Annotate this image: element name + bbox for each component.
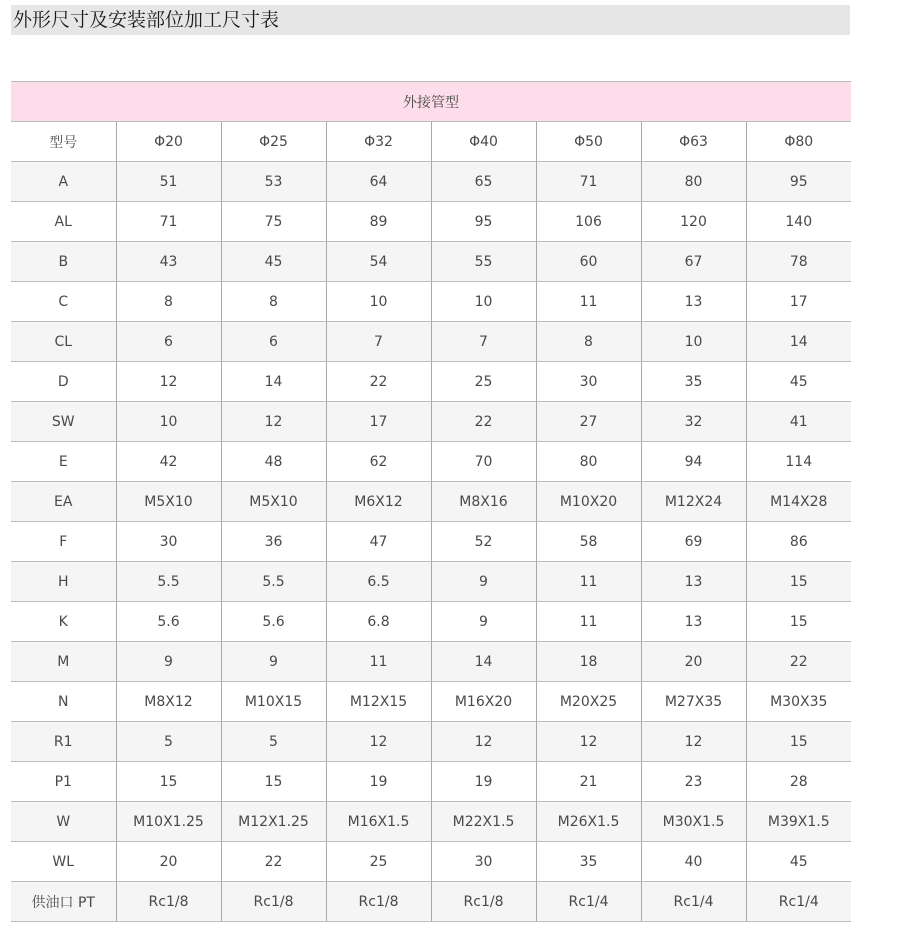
value-cell: 43 bbox=[116, 242, 221, 282]
value-cell: 45 bbox=[221, 242, 326, 282]
table-row bbox=[11, 562, 851, 602]
row-label-cell: WL bbox=[11, 842, 116, 882]
value-cell: 10 bbox=[326, 282, 431, 322]
value-cell: M6X12 bbox=[326, 482, 431, 522]
row-label-cell: AL bbox=[11, 202, 116, 242]
value-cell: 22 bbox=[221, 842, 326, 882]
value-cell: 45 bbox=[746, 842, 851, 882]
table-row bbox=[11, 682, 851, 722]
value-cell: 89 bbox=[326, 202, 431, 242]
value-cell: 15 bbox=[746, 562, 851, 602]
value-cell: 64 bbox=[326, 162, 431, 202]
table-row bbox=[11, 762, 851, 802]
row-label-cell: B bbox=[11, 242, 116, 282]
value-cell: Rc1/8 bbox=[116, 882, 221, 922]
header-bore-cell: Φ50 bbox=[536, 122, 641, 162]
header-bore-cell: Φ63 bbox=[641, 122, 746, 162]
value-cell: 14 bbox=[431, 642, 536, 682]
value-cell: M10X20 bbox=[536, 482, 641, 522]
value-cell: 71 bbox=[116, 202, 221, 242]
value-cell: 5.5 bbox=[221, 562, 326, 602]
value-cell: 13 bbox=[641, 602, 746, 642]
value-cell: M12X15 bbox=[326, 682, 431, 722]
value-cell: Rc1/8 bbox=[431, 882, 536, 922]
value-cell: 8 bbox=[536, 322, 641, 362]
value-cell: 42 bbox=[116, 442, 221, 482]
value-cell: 12 bbox=[641, 722, 746, 762]
value-cell: 12 bbox=[326, 722, 431, 762]
value-cell: 114 bbox=[746, 442, 851, 482]
value-cell: 140 bbox=[746, 202, 851, 242]
value-cell: 62 bbox=[326, 442, 431, 482]
value-cell: 5.6 bbox=[221, 602, 326, 642]
value-cell: 6 bbox=[221, 322, 326, 362]
header-bore-cell: Φ80 bbox=[746, 122, 851, 162]
value-cell: 80 bbox=[641, 162, 746, 202]
value-cell: M8X12 bbox=[116, 682, 221, 722]
value-cell: 95 bbox=[746, 162, 851, 202]
value-cell: M20X25 bbox=[536, 682, 641, 722]
value-cell: 7 bbox=[326, 322, 431, 362]
value-cell: Rc1/4 bbox=[536, 882, 641, 922]
table-row bbox=[11, 802, 851, 842]
value-cell: M26X1.5 bbox=[536, 802, 641, 842]
value-cell: M10X1.25 bbox=[116, 802, 221, 842]
value-cell: 6.5 bbox=[326, 562, 431, 602]
table-row bbox=[11, 722, 851, 762]
value-cell: 35 bbox=[641, 362, 746, 402]
value-cell: 45 bbox=[746, 362, 851, 402]
value-cell: 54 bbox=[326, 242, 431, 282]
value-cell: Rc1/4 bbox=[641, 882, 746, 922]
table-banner-row bbox=[11, 82, 851, 122]
value-cell: 27 bbox=[536, 402, 641, 442]
header-bore-cell: Φ40 bbox=[431, 122, 536, 162]
value-cell: M22X1.5 bbox=[431, 802, 536, 842]
value-cell: 58 bbox=[536, 522, 641, 562]
value-cell: 12 bbox=[536, 722, 641, 762]
value-cell: 10 bbox=[431, 282, 536, 322]
value-cell: 51 bbox=[116, 162, 221, 202]
value-cell: 14 bbox=[221, 362, 326, 402]
value-cell: 9 bbox=[116, 642, 221, 682]
value-cell: 30 bbox=[536, 362, 641, 402]
value-cell: 11 bbox=[536, 602, 641, 642]
value-cell: 30 bbox=[431, 842, 536, 882]
value-cell: 9 bbox=[221, 642, 326, 682]
value-cell: M5X10 bbox=[221, 482, 326, 522]
value-cell: 32 bbox=[641, 402, 746, 442]
row-label-cell: D bbox=[11, 362, 116, 402]
table-row bbox=[11, 162, 851, 202]
row-label-cell: CL bbox=[11, 322, 116, 362]
value-cell: 30 bbox=[116, 522, 221, 562]
value-cell: M14X28 bbox=[746, 482, 851, 522]
value-cell: M12X1.25 bbox=[221, 802, 326, 842]
value-cell: 12 bbox=[116, 362, 221, 402]
value-cell: 25 bbox=[431, 362, 536, 402]
value-cell: M30X1.5 bbox=[641, 802, 746, 842]
row-label-cell: H bbox=[11, 562, 116, 602]
row-label-cell: P1 bbox=[11, 762, 116, 802]
value-cell: 86 bbox=[746, 522, 851, 562]
value-cell: 41 bbox=[746, 402, 851, 442]
value-cell: 9 bbox=[431, 562, 536, 602]
value-cell: 69 bbox=[641, 522, 746, 562]
value-cell: 11 bbox=[536, 282, 641, 322]
value-cell: 35 bbox=[536, 842, 641, 882]
value-cell: 5 bbox=[221, 722, 326, 762]
value-cell: 28 bbox=[746, 762, 851, 802]
value-cell: 15 bbox=[746, 602, 851, 642]
header-model-cell: 型号 bbox=[11, 122, 116, 162]
value-cell: 25 bbox=[326, 842, 431, 882]
value-cell: 15 bbox=[116, 762, 221, 802]
value-cell: 5.5 bbox=[116, 562, 221, 602]
value-cell: 48 bbox=[221, 442, 326, 482]
value-cell: 95 bbox=[431, 202, 536, 242]
value-cell: 5 bbox=[116, 722, 221, 762]
value-cell: 21 bbox=[536, 762, 641, 802]
value-cell: 19 bbox=[326, 762, 431, 802]
dimension-table-body bbox=[11, 82, 851, 922]
value-cell: Rc1/8 bbox=[326, 882, 431, 922]
header-bore-cell: Φ32 bbox=[326, 122, 431, 162]
value-cell: 36 bbox=[221, 522, 326, 562]
row-label-cell: K bbox=[11, 602, 116, 642]
value-cell: 22 bbox=[326, 362, 431, 402]
value-cell: 10 bbox=[641, 322, 746, 362]
table-row bbox=[11, 362, 851, 402]
value-cell: 9 bbox=[431, 602, 536, 642]
row-label-cell: R1 bbox=[11, 722, 116, 762]
value-cell: M10X15 bbox=[221, 682, 326, 722]
value-cell: M8X16 bbox=[431, 482, 536, 522]
row-label-cell: F bbox=[11, 522, 116, 562]
value-cell: 94 bbox=[641, 442, 746, 482]
value-cell: 6.8 bbox=[326, 602, 431, 642]
value-cell: 22 bbox=[746, 642, 851, 682]
value-cell: 23 bbox=[641, 762, 746, 802]
value-cell: Rc1/8 bbox=[221, 882, 326, 922]
row-label-cell: N bbox=[11, 682, 116, 722]
value-cell: 52 bbox=[431, 522, 536, 562]
value-cell: 11 bbox=[326, 642, 431, 682]
row-label-cell: A bbox=[11, 162, 116, 202]
value-cell: M30X35 bbox=[746, 682, 851, 722]
row-label-cell: SW bbox=[11, 402, 116, 442]
table-banner: 外接管型 bbox=[11, 82, 851, 122]
value-cell: 17 bbox=[326, 402, 431, 442]
value-cell: 13 bbox=[641, 562, 746, 602]
value-cell: 65 bbox=[431, 162, 536, 202]
value-cell: 5.6 bbox=[116, 602, 221, 642]
value-cell: 13 bbox=[641, 282, 746, 322]
row-label-cell: M bbox=[11, 642, 116, 682]
value-cell: 60 bbox=[536, 242, 641, 282]
value-cell: 18 bbox=[536, 642, 641, 682]
row-label-cell: W bbox=[11, 802, 116, 842]
value-cell: 75 bbox=[221, 202, 326, 242]
value-cell: 14 bbox=[746, 322, 851, 362]
value-cell: 15 bbox=[746, 722, 851, 762]
value-cell: 11 bbox=[536, 562, 641, 602]
value-cell: 120 bbox=[641, 202, 746, 242]
value-cell: 17 bbox=[746, 282, 851, 322]
value-cell: 19 bbox=[431, 762, 536, 802]
row-label-cell: E bbox=[11, 442, 116, 482]
row-label-cell: 供油口 PT bbox=[11, 882, 116, 922]
value-cell: 22 bbox=[431, 402, 536, 442]
header-bore-cell: Φ25 bbox=[221, 122, 326, 162]
value-cell: 20 bbox=[641, 642, 746, 682]
value-cell: 6 bbox=[116, 322, 221, 362]
value-cell: M39X1.5 bbox=[746, 802, 851, 842]
table-row bbox=[11, 642, 851, 682]
value-cell: 80 bbox=[536, 442, 641, 482]
value-cell: 40 bbox=[641, 842, 746, 882]
value-cell: M16X1.5 bbox=[326, 802, 431, 842]
value-cell: 20 bbox=[116, 842, 221, 882]
table-row bbox=[11, 322, 851, 362]
value-cell: 71 bbox=[536, 162, 641, 202]
value-cell: 55 bbox=[431, 242, 536, 282]
table-row bbox=[11, 442, 851, 482]
table-row bbox=[11, 522, 851, 562]
value-cell: 70 bbox=[431, 442, 536, 482]
header-bore-cell: Φ20 bbox=[116, 122, 221, 162]
value-cell: 10 bbox=[116, 402, 221, 442]
value-cell: 8 bbox=[221, 282, 326, 322]
value-cell: 47 bbox=[326, 522, 431, 562]
table-row bbox=[11, 882, 851, 922]
value-cell: 53 bbox=[221, 162, 326, 202]
value-cell: 7 bbox=[431, 322, 536, 362]
value-cell: M5X10 bbox=[116, 482, 221, 522]
table-row bbox=[11, 482, 851, 522]
table-row bbox=[11, 602, 851, 642]
value-cell: 8 bbox=[116, 282, 221, 322]
row-label-cell: EA bbox=[11, 482, 116, 522]
value-cell: M27X35 bbox=[641, 682, 746, 722]
value-cell: 106 bbox=[536, 202, 641, 242]
row-label-cell: C bbox=[11, 282, 116, 322]
table-row bbox=[11, 202, 851, 242]
table-row bbox=[11, 242, 851, 282]
value-cell: 78 bbox=[746, 242, 851, 282]
value-cell: 15 bbox=[221, 762, 326, 802]
value-cell: M12X24 bbox=[641, 482, 746, 522]
value-cell: Rc1/4 bbox=[746, 882, 851, 922]
table-row bbox=[11, 842, 851, 882]
table-row bbox=[11, 282, 851, 322]
value-cell: 12 bbox=[221, 402, 326, 442]
value-cell: 12 bbox=[431, 722, 536, 762]
page-title: 外形尺寸及安装部位加工尺寸表 bbox=[11, 5, 850, 35]
value-cell: 67 bbox=[641, 242, 746, 282]
value-cell: M16X20 bbox=[431, 682, 536, 722]
dimension-table bbox=[11, 81, 851, 922]
table-row bbox=[11, 402, 851, 442]
table-header-row bbox=[11, 122, 851, 162]
